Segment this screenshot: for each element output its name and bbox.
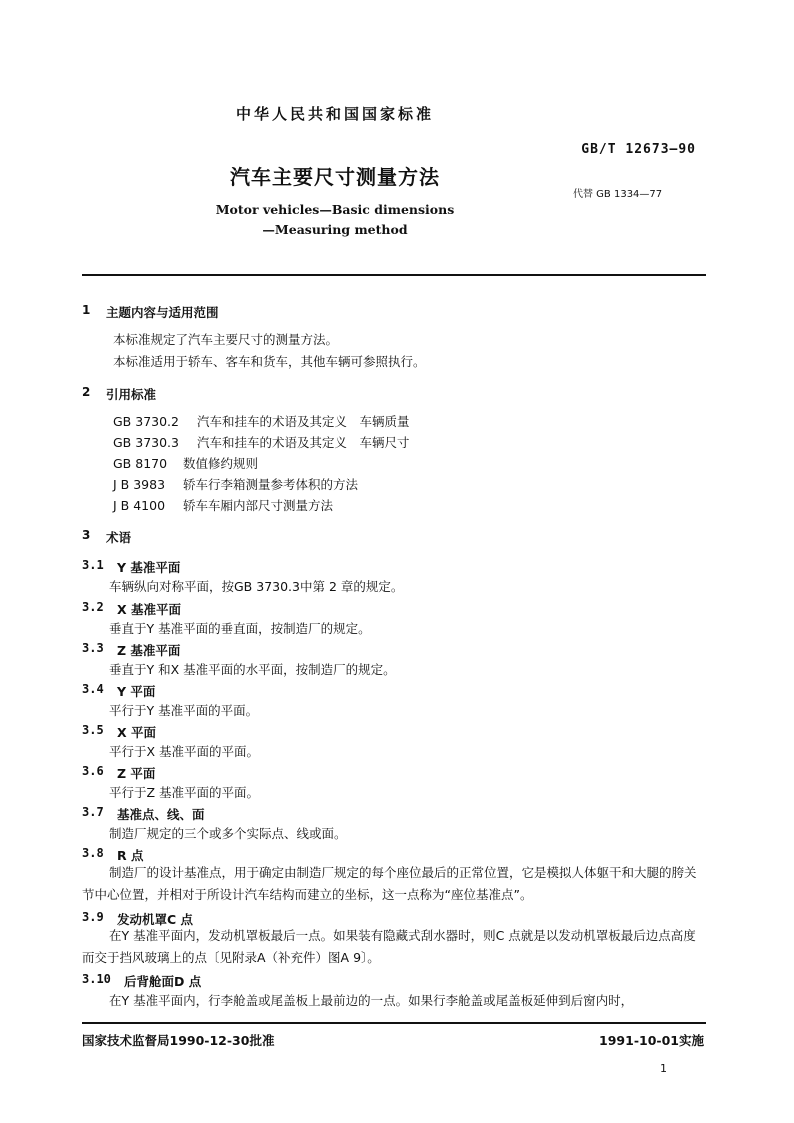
reference-item <box>113 414 410 430</box>
term-number: 3.2 <box>82 600 104 614</box>
term-number: 3.3 <box>82 641 104 655</box>
reference-code: J B 3983 <box>113 477 166 492</box>
section-title: 主题内容与适用范围 <box>106 305 219 320</box>
effective-date: 1991-10-01实施 <box>599 1033 704 1048</box>
header-divider <box>82 274 706 276</box>
reference-title: 汽车和挂车的术语及其定义 车辆质量 <box>197 414 410 429</box>
document-title-en <box>0 200 670 240</box>
section-title: 引用标准 <box>106 387 157 402</box>
reference-code: GB 3730.2 <box>113 414 179 429</box>
term-title: Y 基准平面 <box>117 560 181 575</box>
section-number: 2 <box>82 385 91 399</box>
reference-title: 数值修约规则 <box>183 456 259 471</box>
reference-title: 轿车车厢内部尺寸测量方法 <box>183 498 334 513</box>
term-number: 3.9 <box>82 910 104 924</box>
term-number: 3.10 <box>82 972 111 986</box>
section-title: 术语 <box>106 530 132 545</box>
reference-item <box>113 498 333 514</box>
term-description: 制造厂规定的三个或多个实际点、线或面。 <box>109 826 347 841</box>
paragraph: 本标准适用于轿车、客车和货车，其他车辆可参照执行。 <box>113 354 426 369</box>
reference-code: GB 3730.3 <box>113 435 179 450</box>
term-description: 平行于X 基准平面的平面。 <box>109 744 260 759</box>
term-number: 3.1 <box>82 558 104 572</box>
term-title: Z 基准平面 <box>117 643 181 658</box>
term-number: 3.7 <box>82 805 104 819</box>
term-description: 在Y 基准平面内，发动机罩板最后一点。如果装有隐藏式刮水器时，则C 点就是以发动机罩板最后边点高度而交于挡风玻璃上的点〔见附录A（补充件）图A 9〕。 <box>82 928 696 965</box>
section-number: 1 <box>82 303 91 317</box>
term-description: 车辆纵向对称平面，按GB 3730.3中第 2 章的规定。 <box>109 579 404 594</box>
reference-title: 轿车行李箱测量参考体积的方法 <box>183 477 359 492</box>
footer-divider <box>82 1022 706 1024</box>
term-title: X 平面 <box>117 725 156 740</box>
term-number: 3.5 <box>82 723 104 737</box>
term-description: 平行于Z 基准平面的平面。 <box>109 785 260 800</box>
reference-code: GB 8170 <box>113 456 168 471</box>
term-title: Y 平面 <box>117 684 156 699</box>
reference-item <box>113 435 410 451</box>
term-description: 在Y 基准平面内，行李舱盖或尾盖板上最前边的一点。如果行李舱盖或尾盖板延伸到后窗内时， <box>109 993 634 1008</box>
document-title-cn: 汽车主要尺寸测量方法 <box>230 165 440 189</box>
term-title: 后背舱面D 点 <box>124 974 202 989</box>
term-title: Z 平面 <box>117 766 156 781</box>
title-en-line1: Motor vehicles—Basic dimensions <box>215 202 455 217</box>
term-number: 3.6 <box>82 764 104 778</box>
reference-item <box>113 456 258 472</box>
term-description: 垂直于Y 基准平面的垂直面，按制造厂的规定。 <box>109 621 371 636</box>
title-en-line2: —Measuring method <box>262 222 408 237</box>
reference-title: 汽车和挂车的术语及其定义 车辆尺寸 <box>197 435 410 450</box>
term-title: X 基准平面 <box>117 602 181 617</box>
term-title: R 点 <box>117 848 144 863</box>
term-description: 平行于Y 基准平面的平面。 <box>109 703 259 718</box>
replaces-standard: 代替 GB 1334—77 <box>573 189 663 200</box>
term-description: 垂直于Y 和X 基准平面的水平面，按制造厂的规定。 <box>109 662 396 677</box>
approval-note: 国家技术监督局1990-12-30批准 <box>82 1033 275 1048</box>
term-number: 3.8 <box>82 846 104 860</box>
paragraph: 本标准规定了汽车主要尺寸的测量方法。 <box>113 332 339 347</box>
reference-item <box>113 477 358 493</box>
section-number: 3 <box>82 528 91 542</box>
term-title: 基准点、线、面 <box>117 807 205 822</box>
page-number: 1 <box>660 1062 667 1075</box>
term-title: 发动机罩C 点 <box>117 912 194 927</box>
standard-number: GB/T 12673—90 <box>581 142 696 157</box>
term-number: 3.4 <box>82 682 104 696</box>
reference-code: J B 4100 <box>113 498 166 513</box>
national-standard-heading: 中华人民共和国国家标准 <box>235 105 434 123</box>
term-description: 制造厂的设计基准点，用于确定由制造厂规定的每个座位最后的正常位置，它是模拟人体躯干和大腿的胯关节中心位置，并相对于所设计汽车结构而建立的坐标，这一点称为“座位基准点”。 <box>82 865 697 902</box>
